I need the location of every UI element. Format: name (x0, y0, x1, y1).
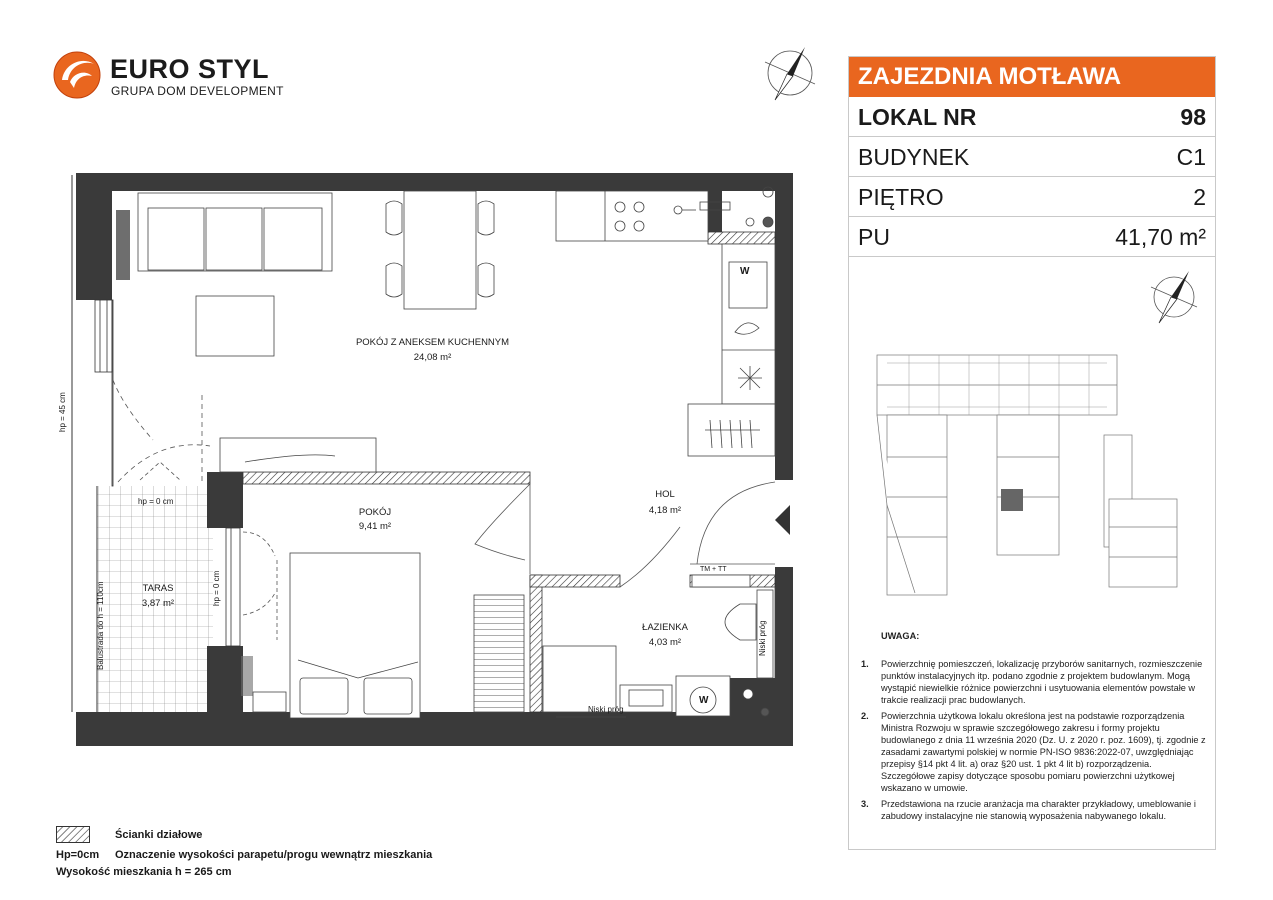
note-number: 3. (861, 799, 869, 809)
room-bathroom-name: ŁAZIENKA (642, 622, 688, 633)
notes-title: UWAGA: (881, 631, 920, 641)
room-hall-name: HOL (655, 489, 675, 500)
row-label: PU (858, 224, 890, 250)
row-value: 2 (1193, 184, 1206, 210)
room-hall-area: 4,18 m² (648, 505, 682, 516)
hatch-legend-icon (56, 826, 90, 844)
row-unit-number (849, 97, 1215, 137)
room-terrace-name: TARAS (142, 583, 174, 594)
note-item (858, 658, 1208, 706)
note-text: Powierzchnia użytkowa lokalu określona jest na podstawie rozporządzenia Ministra Rozwoju w sprawie szczegółowego zakresu i formy projektu budowlanego z dnia 11 września 2020 (Dz. U. z 2020 r. poz. 1609), tj. zgodnie z zasadami zawartymi polskiej w normie PN-ISO 9836:2022-07, uwzględniając przepisy §14 pkt 4 lit. a) oraz §20 ust. 1 pkt 4 lit b) rozporządzenia. Szczegółowe zapisy dotyczące sposobu pomiaru powierzchni użytkowej wskazano w umowie. (881, 711, 1206, 793)
low-sill-right-note: Niski próg (758, 620, 767, 656)
room-bedroom-name: POKÓJ (358, 507, 392, 518)
row-building (849, 137, 1215, 177)
brand-subtitle: GRUPA DOM DEVELOPMENT (111, 84, 284, 98)
note-number: 1. (861, 659, 869, 669)
low-sill-bottom-note: Niski próg (588, 705, 624, 714)
room-living-area: 24,08 m² (413, 352, 452, 363)
compass-small-icon (1151, 271, 1197, 323)
room-terrace-area: 3,87 m² (141, 598, 175, 609)
washer-bath-label: W (699, 695, 709, 706)
coffee-table (196, 296, 274, 356)
highlighted-unit (1001, 489, 1023, 511)
balustrade-note: Balustrada do h = 110cm (96, 581, 105, 670)
site-plan (849, 257, 1215, 617)
sofa (138, 193, 332, 271)
row-label: PIĘTRO (858, 184, 944, 210)
tm-tt-label: TM + TT (700, 566, 727, 573)
row-value: C1 (1176, 144, 1206, 170)
hp0-side-note: hp = 0 cm (212, 570, 221, 606)
legend-hp-label: Oznaczenie wysokości parapetu/progu wewnątrz mieszkania (115, 849, 433, 861)
washer-kitchen-label: W (740, 266, 750, 277)
room-bathroom-area: 4,03 m² (648, 637, 682, 648)
project-name: ZAJEZDNIA MOTŁAWA (849, 57, 1215, 97)
note-number: 2. (861, 711, 869, 721)
row-label: BUDYNEK (858, 144, 970, 170)
row-label: LOKAL NR (858, 104, 977, 130)
row-value: 98 (1180, 104, 1206, 130)
note-text: Przedstawiona na rzucie aranżacja ma charakter przykładowy, umeblowanie i zabudowy instalacyjne nie stanowią wyposażenia nabywanego lokalu. (881, 799, 1196, 821)
notes-section (858, 630, 1208, 826)
room-living-name: POKÓJ Z ANEKSEM KUCHENNYM (355, 337, 510, 348)
hp45-note: hp = 45 cm (58, 392, 67, 432)
kitchen-counter (556, 191, 775, 456)
note-item (858, 798, 1208, 822)
dining-table (386, 191, 494, 309)
row-usable-area (849, 217, 1215, 257)
row-floor (849, 177, 1215, 217)
legend-height-label: Wysokość mieszkania h = 265 cm (56, 866, 232, 878)
entrance-marker-icon (775, 505, 790, 535)
legend-hatch-label: Ścianki działowe (115, 829, 203, 841)
compass-icon (765, 47, 815, 100)
bed (290, 553, 420, 718)
hp0-top-note: hp = 0 cm (138, 497, 174, 506)
brand-name: EURO STYL (110, 54, 270, 84)
row-value: 41,70 m² (1115, 224, 1206, 250)
room-bedroom-area: 9,41 m² (358, 521, 392, 532)
note-text: Powierzchnię pomieszczeń, lokalizację przyborów sanitarnych, rozmieszczenie punktów instalacyjnych itp. podano zgodnie z projektem budowlanym. Mogą wystąpić niewielkie różnice powierzchni i usytuowania elementów powstałe w trakcie realizacji prac budowlanych. (881, 659, 1203, 705)
window-left (95, 300, 113, 486)
note-item (858, 710, 1208, 794)
legend-hp-key: Hp=0cm (56, 849, 100, 861)
